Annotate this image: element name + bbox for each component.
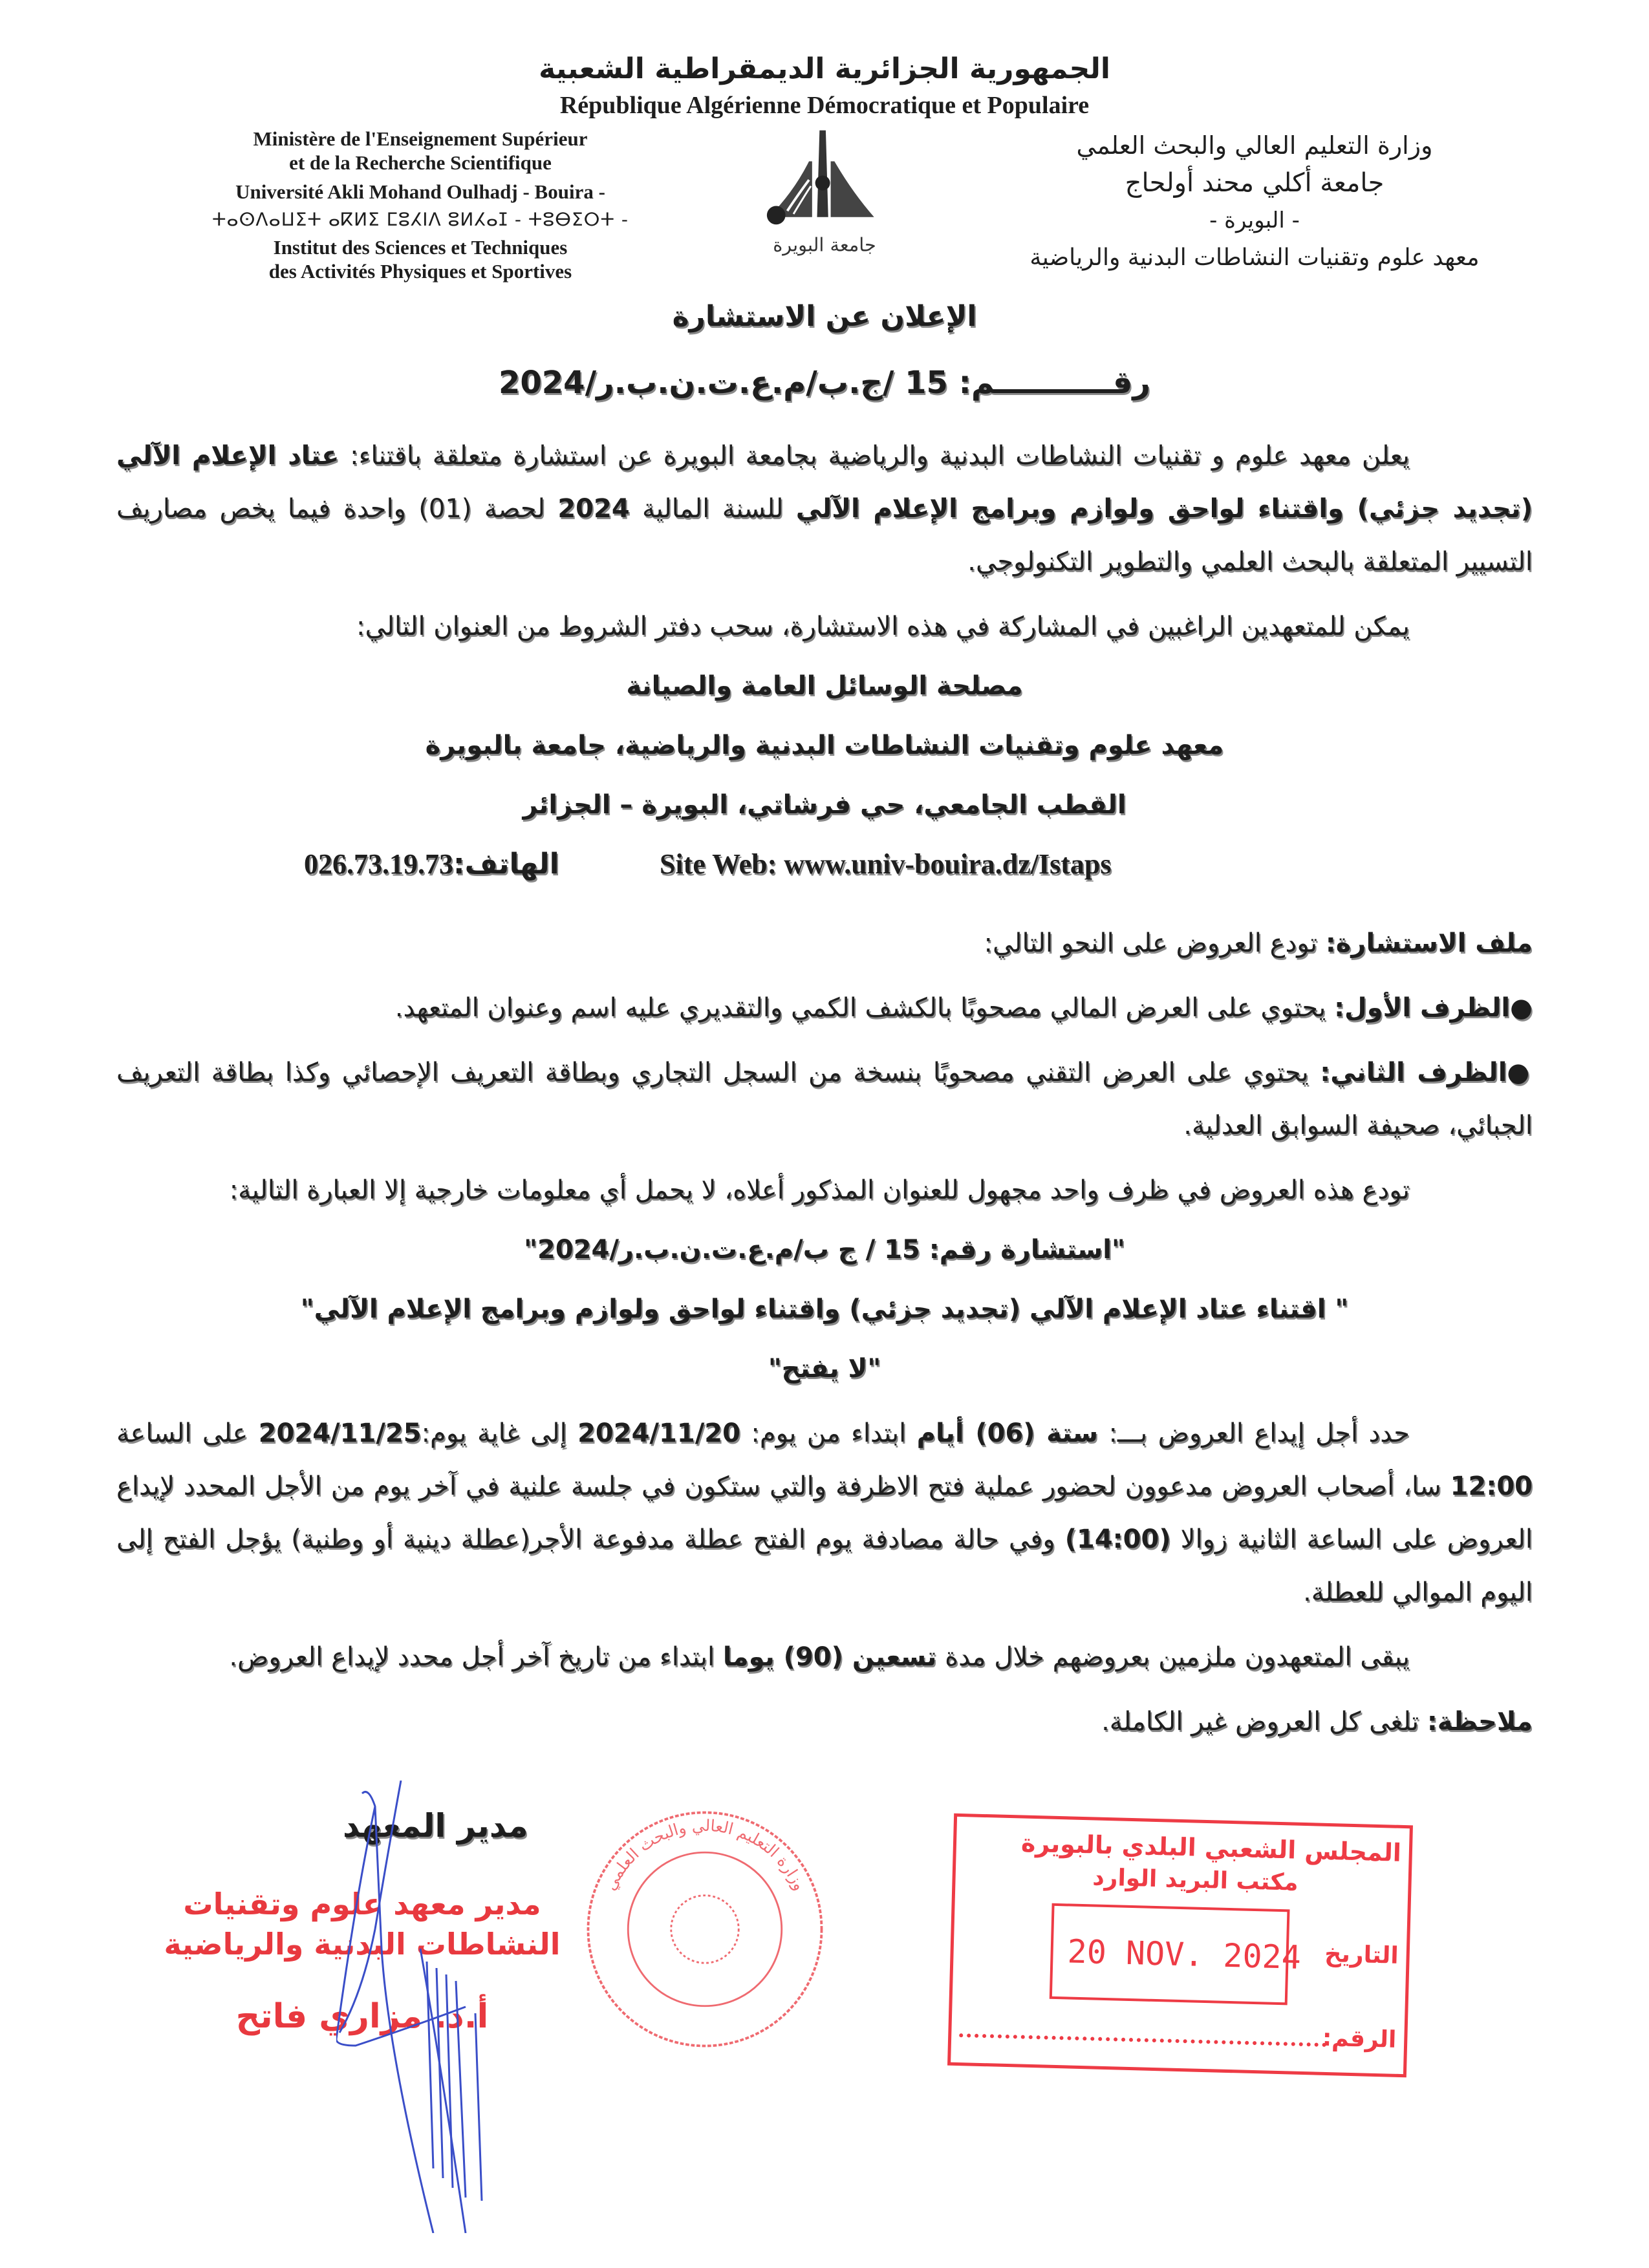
validity-paragraph bbox=[116, 1631, 1533, 1684]
svg-text:وزارة التعليم العالي والبحث ال bbox=[601, 1816, 810, 1894]
deadline-text-5: سا، أصحاب العروض مدعوون لحضور عملية فتح الاظرفة والتي ستكون في جلسة علنية في آخر يوم من الأجل المحدد لإيداع العروض على الساعة الثانية زوالا bbox=[116, 1471, 1533, 1554]
signature-zone bbox=[116, 1781, 1533, 2246]
note-paragraph bbox=[116, 1695, 1533, 1748]
deadline-paragraph bbox=[116, 1407, 1533, 1619]
deadline-opening-time: (14:00) bbox=[1064, 1524, 1171, 1554]
envelope-item-1 bbox=[116, 981, 1533, 1034]
phone-value: 026.73.19.73 bbox=[304, 848, 453, 880]
file-intro: تودع العروض على النحو التالي: bbox=[984, 928, 1326, 958]
mail-stamp-dotted-line bbox=[959, 2033, 1326, 2047]
round-seal-text: وزارة التعليم العالي والبحث العلمي bbox=[600, 1815, 810, 1894]
header-university-ar: جامعة أكلي محند أولحاج bbox=[1125, 168, 1385, 198]
withdrawal-intro bbox=[116, 600, 1533, 653]
header-left-block bbox=[129, 127, 711, 283]
deadline-duration: ستة (06) أيام bbox=[916, 1418, 1099, 1448]
bullet-icon: ● bbox=[1507, 1058, 1533, 1087]
file-section-heading bbox=[116, 917, 1533, 970]
mail-stamp-date-label: التاريخ bbox=[1324, 1940, 1399, 1969]
validity-text-1: يبقى المتعهدون ملزمين بعروضهم خلال مدة bbox=[936, 1642, 1410, 1672]
header-right-block bbox=[957, 127, 1552, 277]
header-city-ar: - البويرة - bbox=[1209, 208, 1300, 233]
document-body bbox=[116, 297, 1533, 2246]
note-label: ملاحظة: bbox=[1427, 1707, 1533, 1737]
header-institute-fr-2: des Activités Physiques et Sportives bbox=[268, 260, 572, 283]
contact-line bbox=[116, 838, 1533, 891]
deadline-text-2: ابتداء من يوم: bbox=[740, 1418, 917, 1448]
deadline-text-6: وفي حالة مصادفة يوم الفتح عطلة مدفوعة الأجر(عطلة دينية أو وطنية) يؤجل الفتح إلى اليوم الموالي للعطلة. bbox=[116, 1524, 1533, 1607]
director-stamp-name: أ.د. مزاري فاتح bbox=[235, 1997, 489, 2036]
withdrawal-intro-text: يمكن للمتعهدين الراغبين في المشاركة في هذه الاستشارة، سحب دفتر الشروط من العنوان التالي: bbox=[356, 612, 1410, 641]
signature-title: مدير المعهد bbox=[343, 1807, 528, 1845]
website-link[interactable]: Site Web: www.univ-bouira.dz/Istaps bbox=[660, 848, 1112, 880]
letterhead bbox=[0, 0, 1649, 284]
round-seal bbox=[582, 1806, 828, 2052]
document-title: الإعلان عن الاستشارة bbox=[672, 300, 977, 333]
envelope-2-text: يحتوي على العرض التقني مصحوبًا بنسخة من السجل التجاري وبطاقة التعريف الإحصائي وكذا بطاقة التعريف الجبائي، صحيفة السوابق العدلية. bbox=[116, 1058, 1533, 1140]
mail-stamp-line1: المجلس الشعبي البلدي بالبويرة bbox=[1020, 1828, 1402, 1867]
deadline-text-3: إلى غاية يوم: bbox=[421, 1418, 578, 1448]
logo-caption: جامعة البويرة bbox=[773, 233, 876, 256]
mail-stamp-line2: مكتب البريد الوارد bbox=[1092, 1864, 1299, 1896]
header-french-republic: République Algérienne Démocratique et Populaire bbox=[559, 92, 1090, 119]
deadline-start-date: 2024/11/20 bbox=[577, 1418, 740, 1448]
director-stamp-line1: مدير معهد علوم وتقنيات bbox=[183, 1887, 541, 1921]
header-institute-fr-1: Institut des Sciences et Techniques bbox=[273, 236, 568, 259]
note-text: تلغى كل العروض غير الكاملة. bbox=[1101, 1707, 1427, 1737]
file-label: ملف الاستشارة: bbox=[1325, 928, 1533, 958]
validity-text-2: ابتداء من تاريخ آخر أجل محدد لإيداع العروض. bbox=[229, 1642, 723, 1672]
mail-stamp-date: 20 NOV. 2024 bbox=[1066, 1932, 1302, 1976]
header-university-fr: Université Akli Mohand Oulhadj - Bouira - bbox=[235, 180, 605, 203]
header-ministry-ar: وزارة التعليم العالي والبحث العلمي bbox=[1076, 131, 1433, 160]
handwritten-signature-icon bbox=[336, 1781, 543, 2233]
envelope-label-reference: "استشارة رقم: 15 / ج ب/م.ع.ت.ن.ب.ر/2024" bbox=[524, 1235, 1125, 1265]
deadline-text-1: حدد أجل إيداع العروض بـــ: bbox=[1098, 1418, 1410, 1448]
envelope-2-label: الظرف الثاني: bbox=[1320, 1058, 1507, 1087]
mail-stamp-date-box bbox=[1050, 1903, 1302, 2006]
validity-duration: تسعين (90) يوما bbox=[722, 1642, 937, 1672]
header-ministry-fr-1: Ministère de l'Enseignement Supérieur bbox=[253, 127, 588, 150]
intro-year: 2024 bbox=[557, 494, 630, 524]
envelope-instruction bbox=[116, 1164, 1533, 1217]
intro-text-before: يعلن معهد علوم و تقنيات النشاطات البدنية والرياضية بجامعة البويرة عن استشارة متعلقة باقتناء: bbox=[339, 441, 1410, 471]
envelope-item-2 bbox=[116, 1046, 1533, 1152]
envelope-1-text: يحتوي على العرض المالي مصحوبًا بالكشف الكمي والتقديري عليه اسم وعنوان المتعهد. bbox=[394, 993, 1335, 1023]
phone-number bbox=[304, 838, 559, 891]
intro-paragraph bbox=[116, 429, 1533, 588]
header-arabic-republic: الجمهورية الجزائرية الديمقراطية الشعبية bbox=[539, 52, 1110, 85]
director-stamp-line2: النشاطات البدنية والرياضية bbox=[164, 1927, 561, 1962]
deadline-end-time: 12:00 bbox=[1450, 1471, 1533, 1501]
document-reference: رقـــــــــــم: 15 /ج.ب/م.ع.ت.ن.ب.ر/2024 bbox=[498, 365, 1151, 401]
header-university-tifinagh: ⵜⴰⵙⴷⴰⵡⵉⵜ ⴰⴽⵍⵉ ⵎⵓⵃⵏⴷ ⵓⵍⵃⴰⵊ - ⵜⵓⴱⵉⵔⵜ - bbox=[211, 209, 629, 230]
address-service: مصلحة الوسائل العامة والصيانة bbox=[626, 671, 1023, 701]
envelope-instruction-text: تودع هذه العروض في ظرف واحد مجهول للعنوان المذكور أعلاه، لا يحمل أي معلومات خارجية إلا العبارة التالية: bbox=[229, 1175, 1410, 1205]
university-logo bbox=[750, 124, 899, 273]
deadline-end-date: 2024/11/25 bbox=[258, 1418, 422, 1448]
university-bouira-logo-icon bbox=[750, 124, 899, 273]
mail-stamp-number-label: الرقم: bbox=[1322, 2024, 1397, 2053]
envelope-label-do-not-open: "لا يفتح" bbox=[768, 1354, 881, 1384]
header-institute-ar: معهد علوم وتقنيات النشاطات البدنية والرياضية bbox=[1029, 244, 1480, 271]
header-ministry-fr-2: et de la Recherche Scientifique bbox=[289, 151, 552, 174]
envelope-label-subject: " اقتناء عتاد الإعلام الآلي (تجديد جزئي) واقتناء لواحق ولوازم وبرامج الإعلام الآلي" bbox=[300, 1294, 1349, 1324]
incoming-mail-stamp bbox=[947, 1813, 1413, 2077]
intro-text-middle: للسنة المالية bbox=[629, 494, 796, 524]
phone-label: الهاتف: bbox=[453, 848, 559, 881]
intro-text-after: لحصة (01) واحدة فيما يخص مصاريف التسيير المتعلقة بالبحث العلمي والتطوير التكنولوجي. bbox=[116, 494, 1533, 577]
official-round-seal-icon bbox=[582, 1806, 828, 2052]
bullet-icon: ● bbox=[1510, 993, 1533, 1023]
envelope-1-label: الظرف الأول: bbox=[1334, 993, 1511, 1023]
address-institute: معهد علوم وتقنيات النشاطات البدنية والرياضية، جامعة بالبويرة bbox=[425, 731, 1224, 760]
intro-subject: عتاد الإعلام الآلي (تجديد جزئي) واقتناء لواحق ولوازم وبرامج الإعلام الآلي bbox=[116, 441, 1533, 524]
address-location: القطب الجامعي، حي فرشاتي، البويرة – الجزائر bbox=[523, 790, 1126, 820]
deadline-text-4: على الساعة bbox=[116, 1418, 259, 1448]
